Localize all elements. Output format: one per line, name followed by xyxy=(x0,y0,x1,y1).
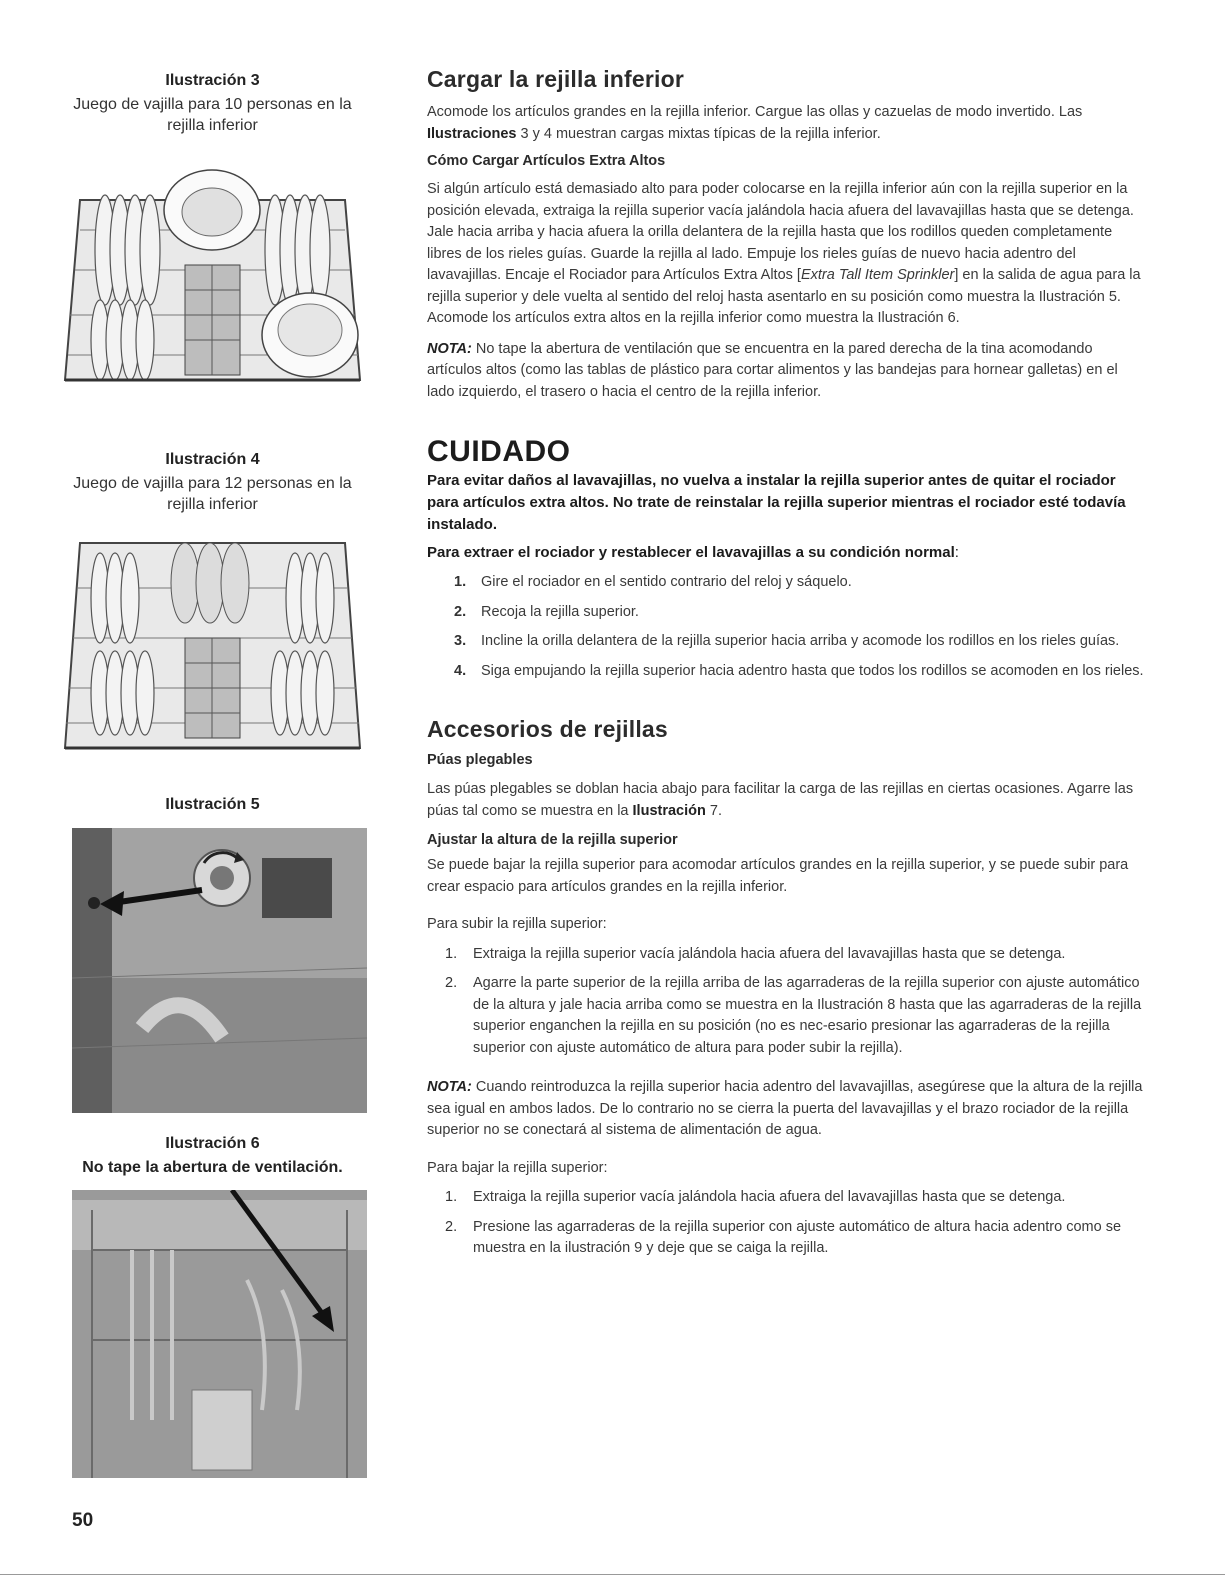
step-number: 3. xyxy=(454,633,467,649)
folding-tines-paragraph xyxy=(427,779,1147,822)
figure-6-number: Ilustración 6 xyxy=(165,1135,260,1152)
figure-6-caption xyxy=(60,1133,365,1178)
step-text: Recoja la rejilla superior. xyxy=(481,603,639,620)
caution-lead-text: Para extraer el rociador y restablecer el lavavajillas a su condición normal xyxy=(427,544,955,561)
figure-4-description: Juego de vajilla para 12 personas en la rejilla inferior xyxy=(73,475,352,513)
raise-rack-steps xyxy=(427,944,1147,1060)
step-text: Agarre la parte superior de la rejilla arriba de las agarraderas de la rejilla superior con ajuste automático de la altura y jale hacia arriba como se muestra en la Ilustración 8 hasta que las agarraderas de la rejilla superior enganchen la rejilla en su posición (no es nec-esario presionar las agarraderas de la rejilla superior con ajuste automático de altura para poder subir la rejilla). xyxy=(473,975,1142,1056)
page-number: 50 xyxy=(72,1510,94,1531)
list-item xyxy=(427,572,1147,594)
paragraph-bold: Ilustración xyxy=(632,802,706,819)
figure-3-number: Ilustración 3 xyxy=(165,72,260,89)
bottom-rule xyxy=(0,1574,1225,1575)
step-number: 2. xyxy=(454,603,467,620)
step-number: 4. xyxy=(454,662,467,679)
caution-steps xyxy=(427,572,1147,682)
step-number: 2. xyxy=(445,1218,458,1235)
lower-rack-intro xyxy=(427,102,1147,145)
caution-title: CUIDADO xyxy=(427,435,571,468)
paragraph-italic: Extra Tall Item Sprinkler xyxy=(800,267,955,283)
note-label: NOTA: xyxy=(427,1079,472,1095)
intro-text-end: 3 y 4 muestran cargas mixtas típicas de la rejilla inferior. xyxy=(516,125,881,142)
note-rack-height xyxy=(427,1077,1147,1142)
step-text: Extraiga la rejilla superior vacía jalándola hacia afuera del lavavajillas hasta que se detenga. xyxy=(473,945,1066,962)
figure-5-caption xyxy=(60,794,365,818)
step-number: 1. xyxy=(454,574,467,590)
figure-3-description: Juego de vajilla para 10 personas en la rejilla inferior xyxy=(73,96,352,134)
list-item xyxy=(427,631,1147,653)
step-number: 2. xyxy=(445,975,458,991)
paragraph-text-end: 7. xyxy=(705,802,722,819)
note-text: Cuando reintroduzca la rejilla superior hacia adentro del lavavajillas, asegúrese que la altura de la rejilla sea igual en ambos lados. De lo contrario no se cierra la puerta del lavavajillas y el brazo rociador de la rejilla superior no se conectará al sistema de alimentación de agua. xyxy=(427,1079,1143,1138)
step-text: Incline la orilla delantera de la rejilla superior hacia arriba y acomode los rodillos en los rieles guías. xyxy=(481,633,1120,649)
note-ventilation xyxy=(427,339,1147,404)
step-text: Siga empujando la rejilla superior hacia adentro hasta que todos los rodillos se acomoden en los rieles. xyxy=(481,662,1144,679)
intro-bold: Ilustraciones xyxy=(427,125,517,142)
step-text: Gire el rociador en el sentido contrario del reloj y sáquelo. xyxy=(481,574,852,590)
figure-4-image-lower-rack-12-settings xyxy=(60,518,365,768)
paragraph-text-end: ] en la salida de agua para la rejilla superior y dele vuelta al sentido del reloj hasta asentarlo en su posición como muestra la Ilustración 5. Acomode los artículos extra altos en la rejilla inferior como muestra la Ilustración 6. xyxy=(427,267,1141,326)
caution-lead-colon: : xyxy=(954,544,959,561)
list-item xyxy=(427,661,1147,683)
subheading-adjust-upper-rack: Ajustar la altura de la rejilla superior xyxy=(427,832,678,848)
figure-6-image-ventilation-opening xyxy=(72,1190,367,1478)
list-item xyxy=(427,1187,1147,1209)
figure-4-number: Ilustración 4 xyxy=(165,451,260,468)
caution-warning: Para evitar daños al lavavajillas, no vuelva a instalar la rejilla superior antes de quitar el rociador para artículos extra altos. No trate de reinstalar la rejilla superior mientras el rociador esté todavía instalado. xyxy=(427,472,1126,533)
list-item xyxy=(427,1217,1147,1260)
subheading-folding-tines: Púas plegables xyxy=(427,752,533,768)
lower-rack-lead: Para bajar la rejilla superior: xyxy=(427,1159,608,1176)
intro-text: Acomode los artículos grandes en la rejilla inferior. Cargue las ollas y cazuelas de modo invertido. Las xyxy=(427,104,1083,120)
list-item xyxy=(427,973,1147,1059)
note-text: No tape la abertura de ventilación que se encuentra en la pared derecha de la tina acomodando artículos altos (como las tablas de plástico para cortar alimentos y las bandejas para hornear galletas) en el lado izquierdo, el trasero o hacia el centro de la rejilla inferior. xyxy=(427,340,1118,400)
paragraph-text: Las púas plegables se doblan hacia abajo para facilitar la carga de las rejillas en ciertas ocasiones. Agarre las púas tal como se muestra en la xyxy=(427,781,1134,819)
figure-6-description: No tape la abertura de ventilación. xyxy=(82,1159,343,1176)
list-item xyxy=(427,602,1147,624)
figure-3-image-lower-rack-10-settings xyxy=(60,140,365,410)
lower-rack-steps xyxy=(427,1187,1147,1260)
subheading-extra-tall-items: Cómo Cargar Artículos Extra Altos xyxy=(427,153,666,169)
text-column xyxy=(427,64,1147,1268)
figure-5-image-sprinkler-installation xyxy=(72,828,367,1113)
figure-4-caption xyxy=(60,449,365,515)
step-number: 1. xyxy=(445,945,458,962)
note-label: NOTA: xyxy=(427,340,472,357)
step-text: Presione las agarraderas de la rejilla superior con ajuste automático de altura hacia adentro como se muestra en la ilustración 9 y deje que se caiga la rejilla. xyxy=(473,1218,1122,1256)
figure-3-caption xyxy=(60,70,365,136)
step-text: Extraiga la rejilla superior vacía jalándola hacia afuera del lavavajillas hasta que se detenga. xyxy=(473,1189,1066,1205)
paragraph-text: Si algún artículo está demasiado alto para poder colocarse en la rejilla inferior aún con la rejilla superior en la posición elevada, extraiga la rejilla superior vacía jalándola hacia afuera del lavavajillas hasta que se detenga. Jale hacia arriba y hacia afuera la orilla delantera de la rejilla hasta que los rodillos queden completamente libres de los rieles guías. Guarde la rejilla al lado. Empuje los rieles guías de nuevo hacia adentro del lavavajillas. Encaje el Rociador para Artículos Extra Altos [ xyxy=(427,181,1134,283)
section-title-load-lower-rack: Cargar la rejilla inferior xyxy=(427,66,685,92)
adjust-upper-rack-paragraph: Se puede bajar la rejilla superior para acomodar artículos grandes en la rejilla superior, y se puede subir para crear espacio para artículos grandes en la rejilla inferior. xyxy=(427,857,1129,895)
section-title-rack-accessories: Accesorios de rejillas xyxy=(427,716,668,742)
extra-tall-items-paragraph xyxy=(427,179,1147,330)
list-item xyxy=(427,944,1147,966)
caution-lead xyxy=(427,542,1147,564)
raise-rack-lead: Para subir la rejilla superior: xyxy=(427,916,607,932)
figure-5-number: Ilustración 5 xyxy=(165,796,260,813)
step-number: 1. xyxy=(445,1189,458,1205)
